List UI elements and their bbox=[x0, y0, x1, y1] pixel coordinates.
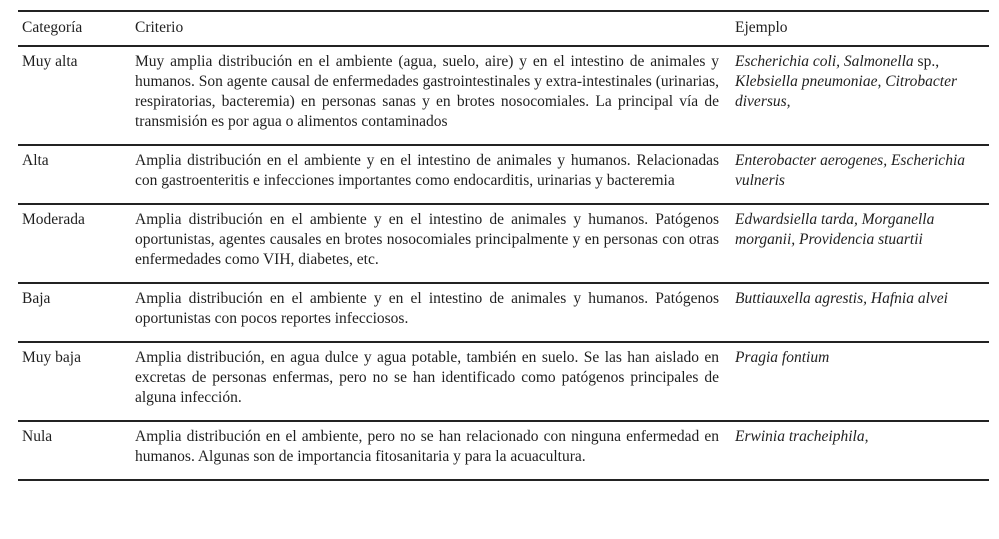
ejemplo-text: sp., bbox=[913, 53, 940, 70]
ejemplo-cell bbox=[735, 46, 989, 145]
categoria-cell: Moderada bbox=[22, 211, 85, 228]
ejemplo-cell bbox=[735, 204, 989, 283]
header-row bbox=[18, 11, 989, 46]
ejemplo-text: Erwinia tracheiphila, bbox=[735, 428, 869, 445]
criterio-cell: Amplia distribución en el ambiente y en el intestino de animales y humanos. Patógenos oportunistas con pocos reportes infecciosos. bbox=[135, 290, 719, 327]
categoria-cell: Muy baja bbox=[22, 349, 81, 366]
ejemplo-cell bbox=[735, 145, 989, 204]
ejemplo-text: Buttiauxella agrestis, Hafnia alvei bbox=[735, 290, 948, 307]
pathogenicity-categories-table bbox=[18, 10, 989, 481]
categoria-cell: Baja bbox=[22, 290, 51, 307]
criterio-cell: Amplia distribución, en agua dulce y agua potable, también en suelo. Se las han aislado en excretas de personas enfermas, pero no se han identificado como patógenos principales de alguna infección. bbox=[135, 349, 719, 406]
header-categoria: Categoría bbox=[22, 19, 83, 36]
criterio-cell: Amplia distribución en el ambiente y en el intestino de animales y humanos. Patógenos oportunistas, agentes causales en brotes nosocomiales principalmente y en personas con otras enfermedades como VIH, diabetes, etc. bbox=[135, 211, 719, 268]
ejemplo-text: Escherichia coli, Salmonella bbox=[735, 53, 914, 70]
ejemplo-cell bbox=[735, 342, 989, 421]
categoria-cell: Alta bbox=[22, 152, 49, 169]
table-row bbox=[18, 342, 989, 421]
criterio-cell: Amplia distribución en el ambiente, pero no se han relacionado con ninguna enfermedad en humanos. Algunas son de importancia fitosanitaria y para la acuacultura. bbox=[135, 428, 719, 465]
header-criterio: Criterio bbox=[135, 19, 184, 36]
table-row bbox=[18, 204, 989, 283]
ejemplo-text: Enterobacter aerogenes, Escherichia vulneris bbox=[735, 152, 965, 189]
criterio-cell: Amplia distribución en el ambiente y en el intestino de animales y humanos. Relacionadas con gastroenteritis e infecciones importantes como endocarditis, urinarias y bacteremia bbox=[135, 152, 719, 189]
ejemplo-text: Klebsiella pneumoniae, Citrobacter diversus, bbox=[735, 73, 957, 110]
table-header bbox=[18, 11, 989, 46]
categoria-cell: Nula bbox=[22, 428, 53, 445]
ejemplo-cell bbox=[735, 283, 989, 342]
ejemplo-text: Edwardsiella tarda, Morganella morganii, Providencia stuartii bbox=[735, 211, 935, 248]
criterio-cell: Muy amplia distribución en el ambiente (agua, suelo, aire) y en el intestino de animales y humanos. Son agente causal de enfermedades gastrointestinales y extra-intestinales (urinarias, respiratorias, bacteremia) en personas sanas y en brotes nosocomiales. La principal vía de transmisión es por agua o alimentos contaminados bbox=[135, 53, 719, 130]
header-ejemplo: Ejemplo bbox=[735, 19, 788, 36]
table-row bbox=[18, 421, 989, 480]
ejemplo-cell bbox=[735, 421, 989, 480]
table-row bbox=[18, 283, 989, 342]
categoria-cell: Muy alta bbox=[22, 53, 78, 70]
table-row bbox=[18, 46, 989, 145]
table-body bbox=[18, 46, 989, 480]
table-row bbox=[18, 145, 989, 204]
ejemplo-text: Pragia fontium bbox=[735, 349, 830, 366]
